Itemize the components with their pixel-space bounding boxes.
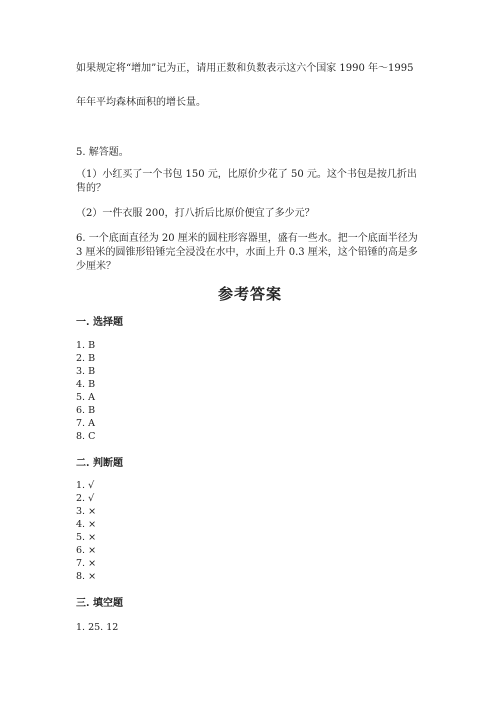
list-item: 6. × <box>76 545 97 556</box>
list-item: 6. B <box>76 405 96 416</box>
list-item: 5. × <box>76 532 97 543</box>
list-item: 4. × <box>76 519 97 530</box>
answer-list-judgement <box>76 479 96 583</box>
answer-key-title: 参考答案 <box>217 285 282 303</box>
list-item: 3. × <box>76 506 97 517</box>
list-item: 7. A <box>76 418 95 429</box>
question-5-title: 5. 解答题。 <box>76 147 129 158</box>
list-item: 1. B <box>76 340 96 351</box>
list-item: 2. √ <box>76 493 95 504</box>
question-text-line-2: 年年平均森林面积的增长量。 <box>76 97 206 108</box>
list-item: 5. A <box>76 392 95 403</box>
section-heading-choice: 一. 选择题 <box>76 317 123 328</box>
list-item: 1. 25. 12 <box>76 622 119 633</box>
answer-list-choice <box>76 339 95 443</box>
question-text-line-1: 如果规定将“增加”记为正，请用正数和负数表示这六个国家 1990 年～1995 <box>76 63 414 74</box>
question-6: 6. 一个底面直径为 20 厘米的圆柱形容器里，盛有一些水。把一个底面半径为 3 厘米的圆锥形铅锤完全浸没在水中，水面上升 0.3 厘米，这个铅锤的高是多少厘米？ <box>76 233 418 272</box>
list-item: 1. √ <box>76 480 95 491</box>
section-heading-fill-blank: 三. 填空题 <box>76 598 123 609</box>
question-5-part-2: （2）一件衣服 200，打八折后比原价便宜了多少元？ <box>76 208 315 219</box>
list-item: 7. × <box>76 558 97 569</box>
list-item: 4. B <box>76 379 96 390</box>
question-5-part-1: （1）小红买了一个书包 150 元，比原价少花了 50 元。这个书包是按几折出售的？ <box>76 169 417 194</box>
list-item: 8. × <box>76 571 97 582</box>
list-item: 3. B <box>76 366 96 377</box>
list-item: 2. B <box>76 353 96 364</box>
section-heading-judgement: 二. 判断题 <box>76 458 123 469</box>
answer-list-fill-blank <box>76 621 118 634</box>
list-item: 8. C <box>76 431 96 442</box>
